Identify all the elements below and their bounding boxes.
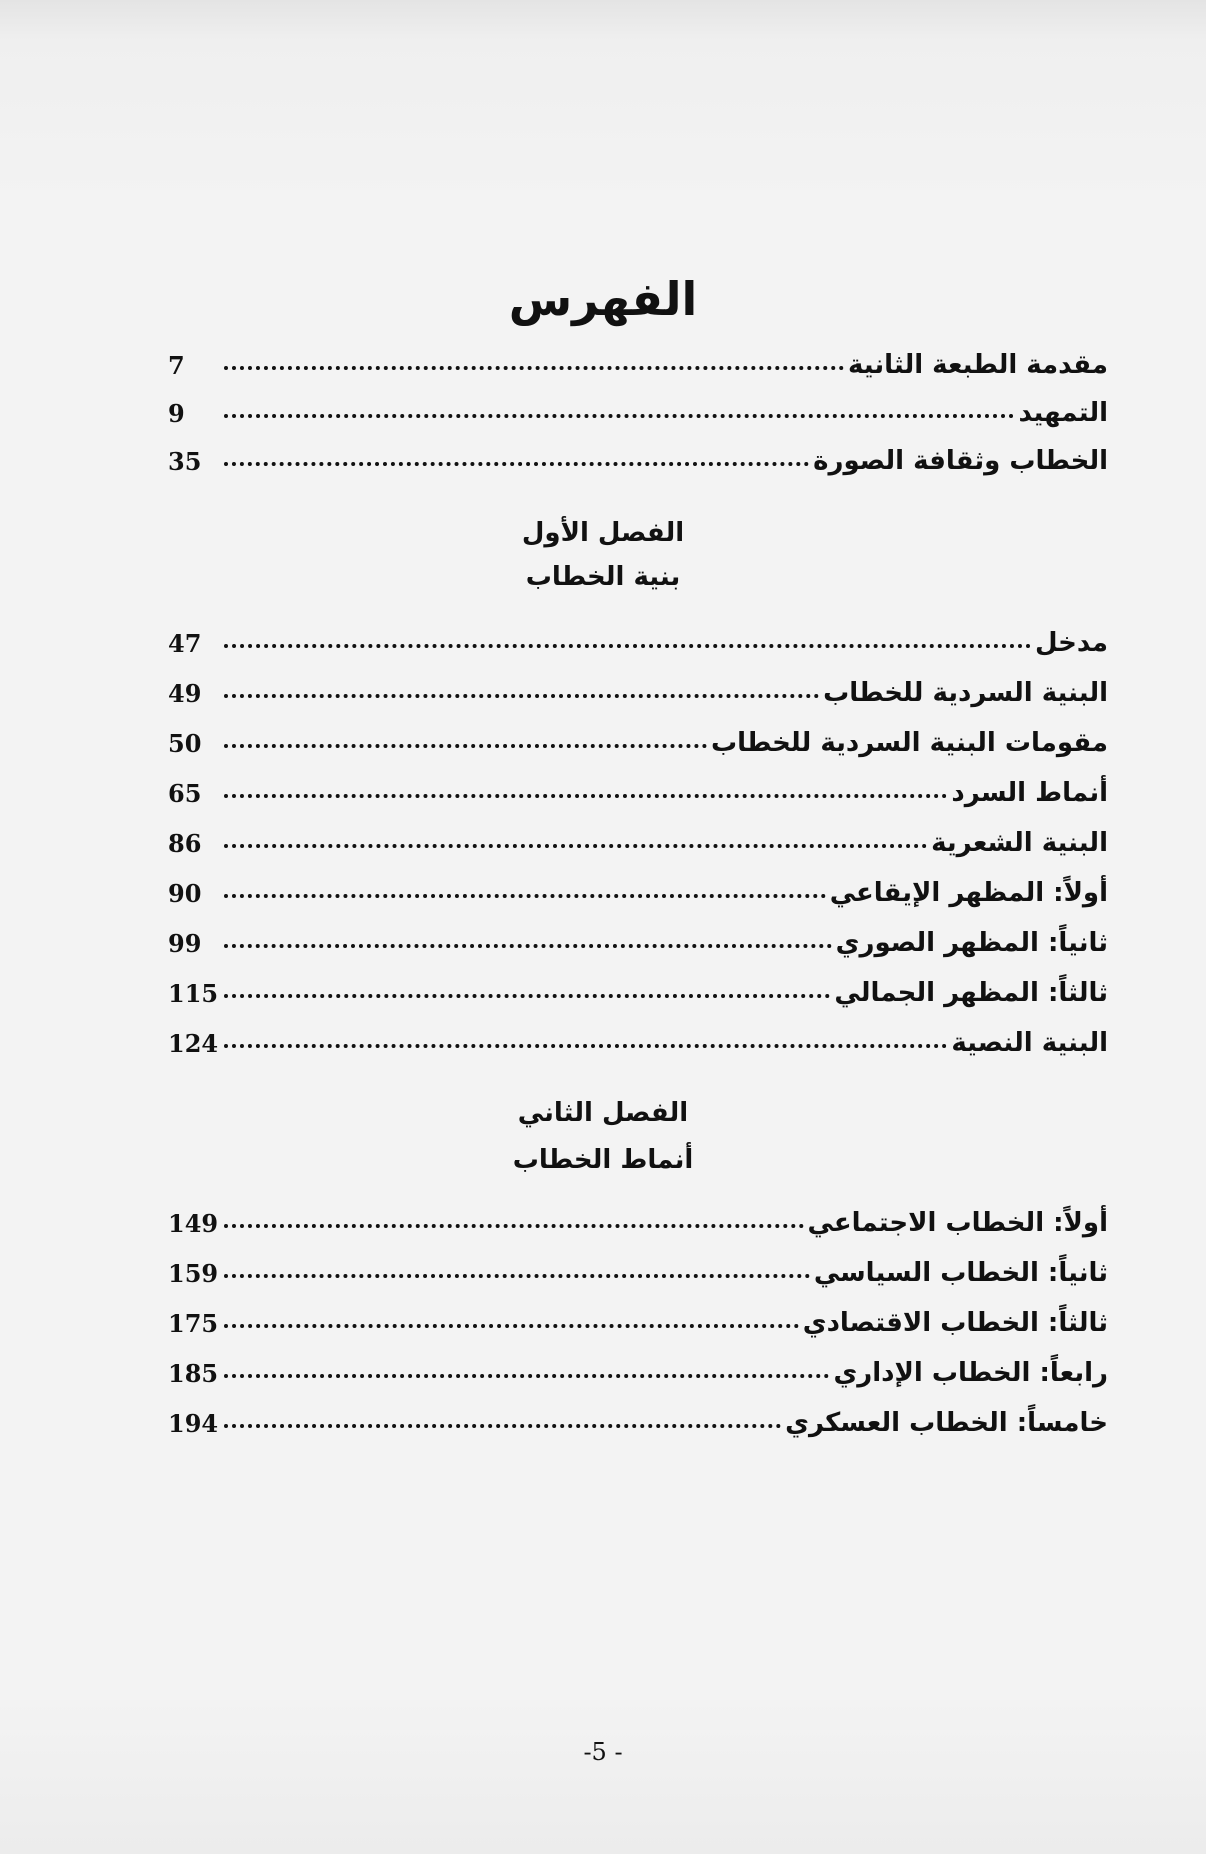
toc-entry-label: أولاً: المظهر الإيقاعي bbox=[829, 878, 1108, 908]
toc-entry-label: البنية السردية للخطاب bbox=[823, 678, 1108, 708]
toc-dot-leader bbox=[224, 1044, 947, 1048]
toc-entry-page: 50 bbox=[168, 729, 202, 758]
toc-entry bbox=[168, 1340, 1108, 1388]
toc-dot-leader bbox=[224, 1374, 829, 1378]
toc-entry bbox=[168, 860, 1108, 908]
toc-entry-label: ثانياً: الخطاب السياسي bbox=[813, 1258, 1108, 1288]
toc-entry bbox=[168, 1240, 1108, 1288]
toc-entry-label: مقومات البنية السردية للخطاب bbox=[710, 728, 1108, 758]
toc-entry-page: 159 bbox=[168, 1259, 219, 1288]
toc-entry-label: ثالثاً: المظهر الجمالي bbox=[834, 978, 1108, 1008]
toc-entry-page: 115 bbox=[168, 979, 219, 1008]
toc-entry-page: 99 bbox=[168, 929, 202, 958]
toc-entry bbox=[168, 760, 1108, 808]
toc-entry bbox=[168, 660, 1108, 708]
toc-entry-label: البنية الشعرية bbox=[931, 828, 1108, 858]
toc-entry-page: 35 bbox=[168, 447, 202, 476]
toc-dot-leader bbox=[224, 894, 826, 898]
toc-entry-page: 7 bbox=[168, 351, 185, 380]
toc-entry bbox=[168, 380, 1108, 428]
toc-entry-label: الخطاب وثقافة الصورة bbox=[813, 446, 1108, 476]
toc-dot-leader bbox=[224, 1424, 781, 1428]
chapter-label: الفصل الثاني bbox=[517, 1098, 689, 1128]
toc-entry bbox=[168, 428, 1108, 476]
toc-dot-leader bbox=[224, 366, 844, 370]
toc-entry bbox=[168, 1290, 1108, 1338]
toc-entry-page: 90 bbox=[168, 879, 202, 908]
toc-entry bbox=[168, 1010, 1108, 1058]
page-number: -5 - bbox=[583, 1738, 623, 1766]
toc-entry bbox=[168, 960, 1108, 1008]
toc-entry-label: ثالثاً: الخطاب الاقتصادي bbox=[802, 1308, 1108, 1338]
toc-entry-label: أنماط السرد bbox=[951, 778, 1108, 808]
toc-entry-page: 185 bbox=[168, 1359, 219, 1388]
toc-entry-page: 9 bbox=[168, 399, 185, 428]
toc-entry bbox=[168, 910, 1108, 958]
toc-dot-leader bbox=[224, 462, 809, 466]
chapter-label: الفصل الأول bbox=[521, 518, 685, 548]
toc-dot-leader bbox=[224, 1324, 799, 1328]
toc-entry bbox=[168, 1390, 1108, 1438]
toc-entry-label: أولاً: الخطاب الاجتماعي bbox=[807, 1208, 1108, 1238]
toc-entry-page: 124 bbox=[168, 1029, 219, 1058]
toc-dot-leader bbox=[224, 694, 819, 698]
toc-entry-label: البنية النصية bbox=[951, 1028, 1108, 1058]
toc-dot-leader bbox=[224, 944, 832, 948]
toc-entry bbox=[168, 1190, 1108, 1238]
toc-entry-page: 175 bbox=[168, 1309, 219, 1338]
toc-entry-page: 47 bbox=[168, 629, 202, 658]
toc-dot-leader bbox=[224, 744, 707, 748]
toc-dot-leader bbox=[224, 1274, 810, 1278]
toc-entry-label: ثانياً: المظهر الصوري bbox=[835, 928, 1108, 958]
toc-entry-label: مقدمة الطبعة الثانية bbox=[847, 350, 1108, 380]
toc-entry-label: التمهيد bbox=[1018, 398, 1108, 428]
page-title: الفهرس bbox=[508, 272, 698, 326]
toc-entry-page: 149 bbox=[168, 1209, 219, 1238]
toc-entry-page: 194 bbox=[168, 1409, 219, 1438]
toc-dot-leader bbox=[224, 794, 947, 798]
toc-entry bbox=[168, 610, 1108, 658]
toc-entry-label: خامساً: الخطاب العسكري bbox=[785, 1408, 1108, 1438]
chapter-title: أنماط الخطاب bbox=[512, 1145, 694, 1175]
toc-entry bbox=[168, 710, 1108, 758]
toc-entry bbox=[168, 810, 1108, 858]
toc-entry-page: 86 bbox=[168, 829, 202, 858]
chapter-title: بنية الخطاب bbox=[525, 562, 681, 592]
toc-entry-label: رابعاً: الخطاب الإداري bbox=[833, 1358, 1108, 1388]
toc-dot-leader bbox=[224, 994, 830, 998]
toc-dot-leader bbox=[224, 844, 927, 848]
toc-dot-leader bbox=[224, 414, 1014, 418]
toc-entry-page: 49 bbox=[168, 679, 202, 708]
toc-entry-label: مدخل bbox=[1034, 628, 1108, 658]
toc-dot-leader bbox=[224, 644, 1031, 648]
toc-entry-page: 65 bbox=[168, 779, 202, 808]
toc-entry bbox=[168, 332, 1108, 380]
toc-dot-leader bbox=[224, 1224, 804, 1228]
